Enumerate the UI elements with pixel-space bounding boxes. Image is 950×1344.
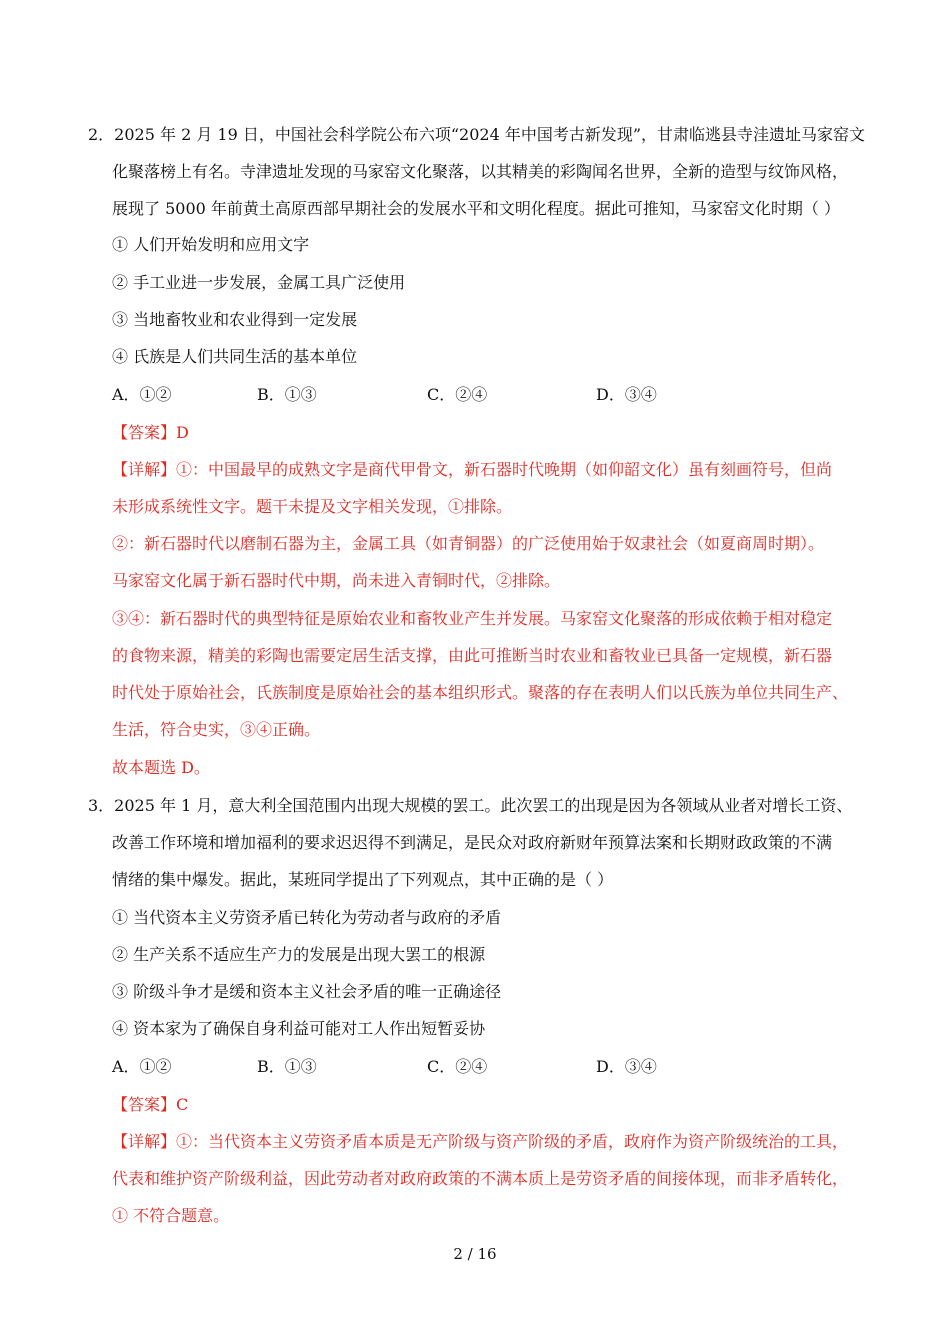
explanation-line: 时代处于原始社会，氏族制度是原始社会的基本组织形式。聚落的存在表明人们以氏族为单位共同生产、	[112, 683, 849, 702]
option-d: D．③④	[596, 385, 657, 404]
explanation-line: ① 不符合题意。	[112, 1206, 230, 1225]
statement-item: ② 生产关系不适应生产力的发展是出现大罢工的根源	[112, 945, 486, 964]
question-stem-line: 化聚落榜上有名。寺津遗址发现的马家窑文化聚落，以其精美的彩陶闻名世界，全新的造型与纹饰风格，	[112, 162, 849, 181]
explanation-line: 生活，符合史实，③④正确。	[112, 720, 321, 739]
option-c: C．②④	[427, 385, 488, 404]
question-stem-line: 展现了 5000 年前黄土高原西部早期社会的发展水平和文明化程度。据此可推知，马家窑文化时期（ ）	[112, 199, 840, 218]
option-a: A．①②	[112, 1057, 172, 1076]
explanation-line: 故本题选 D。	[112, 758, 210, 777]
statement-item: ③ 阶级斗争才是缓和资本主义社会矛盾的唯一正确途径	[112, 982, 502, 1001]
answer-label: 【答案】C	[112, 1095, 189, 1114]
explanation-line: 未形成系统性文字。题干未提及文字相关发现，①排除。	[112, 497, 513, 516]
explanation-line: ②：新石器时代以磨制石器为主，金属工具（如青铜器）的广泛使用始于奴隶社会（如夏商周时期）。	[112, 534, 825, 553]
option-b: B．①③	[257, 385, 317, 404]
option-a: A．①②	[112, 385, 172, 404]
explanation-line: 的食物来源，精美的彩陶也需要定居生活支撑，由此可推断当时农业和畜牧业已具备一定规模，新石器	[112, 646, 833, 665]
question-stem-line: 情绪的集中爆发。据此，某班同学提出了下列观点，其中正确的是（ ）	[112, 870, 614, 889]
question-stem-line: 3．2025 年 1 月，意大利全国范围内出现大规模的罢工。此次罢工的出现是因为各领域从业者对增长工资、	[88, 796, 853, 815]
explanation-line: 代表和维护资产阶级利益，因此劳动者对政府政策的不满本质上是劳资矛盾的间接体现，而非矛盾转化，	[112, 1169, 849, 1188]
statement-item: ③ 当地畜牧业和农业得到一定发展	[112, 310, 358, 329]
statement-item: ④ 资本家为了确保自身利益可能对工人作出短暂妥协	[112, 1019, 486, 1038]
explanation-line: 【详解】①：当代资本主义劳资矛盾本质是无产阶级与资产阶级的矛盾，政府作为资产阶级统治的工具，	[112, 1132, 849, 1151]
explanation-line: 【详解】①：中国最早的成熟文字是商代甲骨文，新石器时代晚期（如仰韶文化）虽有刻画符号，但尚	[112, 460, 833, 479]
question-stem-line: 2．2025 年 2 月 19 日，中国社会科学院公布六项“2024 年中国考古新发现”，甘肃临逃县寺洼遗址马家窑文	[88, 125, 866, 144]
explanation-line: 马家窑文化属于新石器时代中期，尚未进入青铜时代，②排除。	[112, 571, 561, 590]
statement-item: ① 人们开始发明和应用文字	[112, 235, 310, 254]
explanation-line: ③④：新石器时代的典型特征是原始农业和畜牧业产生并发展。马家窑文化聚落的形成依赖于相对稳定	[112, 609, 833, 628]
option-d: D．③④	[596, 1057, 657, 1076]
answer-label: 【答案】D	[112, 423, 189, 442]
statement-item: ① 当代资本主义劳资矛盾已转化为劳动者与政府的矛盾	[112, 908, 502, 927]
option-c: C．②④	[427, 1057, 488, 1076]
statement-item: ② 手工业进一步发展，金属工具广泛使用	[112, 273, 406, 292]
page-number: 2 / 16	[453, 1245, 497, 1263]
statement-item: ④ 氏族是人们共同生活的基本单位	[112, 347, 358, 366]
option-b: B．①③	[257, 1057, 317, 1076]
question-stem-line: 改善工作环境和增加福利的要求迟迟得不到满足，是民众对政府新财年预算法案和长期财政政策的不满	[112, 833, 833, 852]
